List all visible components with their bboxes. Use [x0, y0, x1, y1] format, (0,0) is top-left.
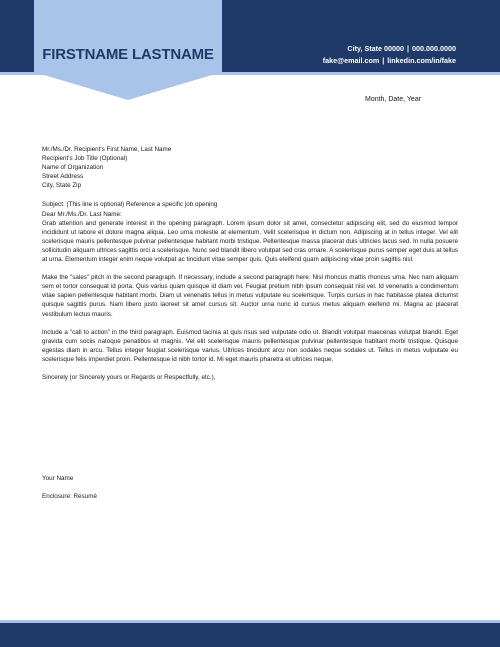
recipient-title: Recipient's Job Title (Optional)	[42, 155, 128, 163]
paragraph-opening: Grab attention and generate interest in the opening paragraph. Lorem ipsum dolor sit amet, consectetur adipiscing elit, sed do eiusmod tempor incididunt ut labore et dolore magna aliqua. Leo urna molestie at elementum. Velit scelerisque in dictum non. Adipiscing at in tellus integer. Vel elit scelerisque mauris pellentesque pulvinar pellentesque habitant morbi tristique. Pellentesque massa placerat duis ultricies lacus sed. In nulla posuere sollicitudin aliquam ultrices sagittis orci a scelerisque. Nunc sed blandit libero volutpat sed cras ornare. A scelerisque purus semper eget duis at tellus at urna. Elementum integer enim neque volutpat ac tincidunt vitae semper quis. Quis eleifend quam adipiscing vitae proin sagittis nisl.	[42, 219, 458, 264]
contact-info	[323, 43, 456, 67]
paragraph-call-to-action: Include a "call to action" in the third paragraph. Euismod lacinia at quis risus sed vulputate odio ut. Blandit volutpat maecenas volutpat blandit. Eget gravida cum sociis natoque penatibus et magnis. Vel elit scelerisque mauris pellentesque pulvinar pellentesque habitant morbi tristique. Quisque egestas diam in arcu. Tellus integer feugiat scelerisque varius. Ultrices tincidunt arcu non sodales neque sodales ut. Tellus in metus vulputate eu scelerisque felis imperdiet proin. Pellentesque id nibh tortor id. Mi eget mauris pharetra et ultrices neque.	[42, 328, 458, 363]
signature-name: Your Name	[42, 475, 74, 482]
recipient-street: Street Address	[42, 173, 84, 181]
contact-line-2	[323, 55, 456, 67]
letter-body	[42, 145, 458, 382]
name-banner	[34, 0, 222, 100]
recipient-organization: Name of Organization	[42, 164, 104, 172]
paragraph-sales-pitch: Make the "sales" pitch in the second paragraph. If necessary, include a second paragraph here. Nisl rhoncus mattis rhoncus urna. Nec nam aliquam sem et tortor consequat id porta. Quis varius quam quisque id diam vel. Feugiat pretium nibh ipsum consequat nisl vel. Id venenatis a condimentum vitae sapien pellentesque habitant morbi. Diam ut venenatis tellus in metus vulputate eu scelerisque. Turpis cursus in hac habitasse platea dictumst quisque sagittis purus. Nam libero justo laoreet sit amet cursus sit. Auctor urna nunc id cursus metus aliquam eleifend mi. Magna ac placerat vestibulum lectus mauris.	[42, 274, 458, 318]
footer-band	[0, 623, 500, 647]
letter-date: Month, Date, Year	[365, 96, 422, 103]
contact-line-1	[323, 43, 456, 55]
contact-separator: |	[407, 44, 410, 53]
contact-email[interactable]: fake@email.com	[322, 56, 380, 65]
recipient-name: Mr./Ms./Dr. Recipient's First Name, Last Name	[42, 146, 172, 153]
enclosure-line: Enclosure: Résumé	[42, 493, 97, 500]
recipient-city: City, State Zip	[42, 182, 82, 190]
contact-linkedin[interactable]: linkedin.com/in/fake	[387, 56, 456, 65]
contact-separator: |	[382, 56, 385, 65]
applicant-name: FIRSTNAME LASTNAME	[42, 46, 214, 63]
salutation: Dear Mr./Ms./Dr. Last Name:	[42, 210, 122, 218]
contact-phone: 000.000.0000	[412, 44, 456, 53]
closing-line: Sincerely (or Sincerely yours or Regards or Respectfully, etc.),	[42, 373, 216, 381]
subject-line: Subject: (This line is optional) Reference a specific job opening	[42, 201, 218, 209]
recipient-block	[42, 145, 458, 190]
contact-location: City, State 00000	[347, 44, 405, 53]
